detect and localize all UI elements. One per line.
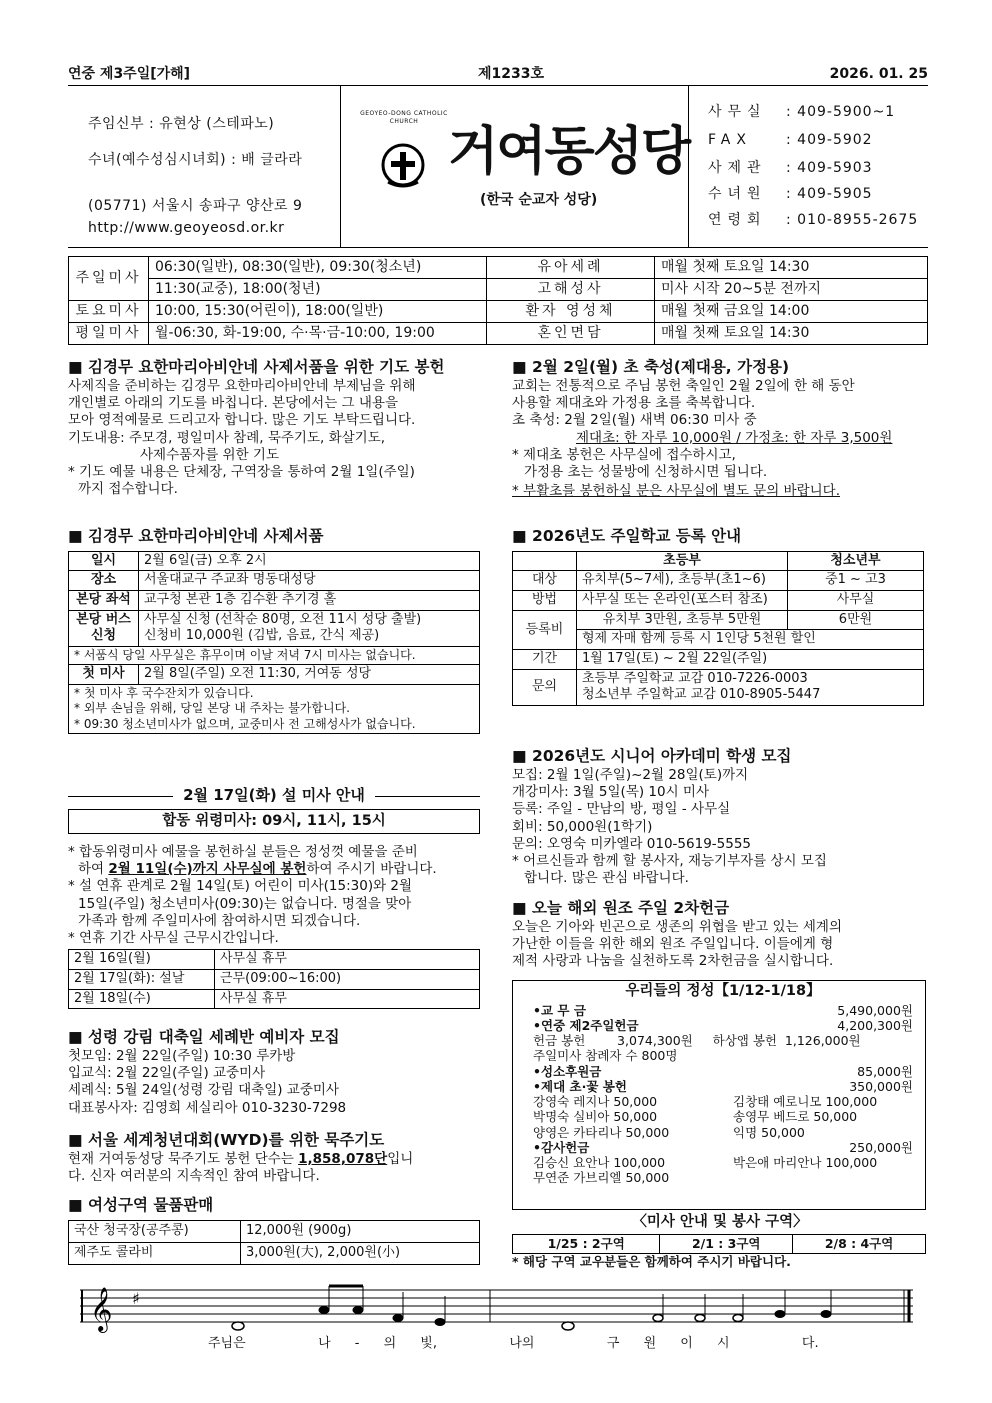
nun-name: 수녀(예수성심시녀회) : 배 글라라 (88, 152, 303, 168)
church-subtitle: (한국 순교자 성당) (480, 192, 598, 208)
section-title: 2월 17일(화) 설 미사 안내 (68, 786, 480, 805)
service-area-section: 〈미사 안내 및 봉사 구역〉 1/25 : 2구역 2/1 : 3구역 2/8 : 4구역 * 해당 구역 교우분들은 함께하여 주시기 바랍니다. (512, 1213, 928, 1270)
senior-academy-section: ■ 2026년도 시니어 아카데미 학생 모집 모집: 2월 1일(주일)~2월 28일(토)까지 개강미사: 3월 5일(목) 10시 미사 등록: 주일 - 만남의 방, 평일 - 사무실 회비: 50,000원(1학기) 문의: 오영숙 미카엘라 010-5619-5555 * 어르신들과 함께 할 봉사자, 재능기부자를 상시 모집 합니다. 많은 관심 바랍니다. (512, 747, 928, 888)
homepage-link[interactable]: http://www.geoyeosd.or.kr (88, 220, 285, 236)
offering-report: 우리들의 정성【1/12-1/18】 •교 무 금 5,490,000원 •연중 제2주일헌금 4,200,300원 헌금 봉헌 3,074,300원 하상앱 봉헌 1,126,000원 주일미사 참례자 수 800명 •성소후원금 85,000원 •제대 초·꽃 봉헌 350,000원 강영숙 레지나 50,000 김창태 예로니모 100,000 박명숙 실비아 50,000 송영무 베드로 50,000 양영은 카타리나 50,000 익명 50,000 •감사헌금 250,000원 김승신 요안나 100,000 박은애 마리안나 100,000 무연준 가브리엘 50,000 (512, 980, 926, 1210)
candle-section: ■ 2월 2일(월) 초 축성(제대용, 가정용) 교회는 전통적으로 주님 봉헌 축일인 2월 2일에 한 해 동안 사용할 제대초와 가정용 초를 축복합니다. 초 축성: 2월 2일(월) 새벽 06:30 미사 중 제대초: 한 자루 10,000원 / 가정초: 한 자루 3,500원 * 제대초 봉헌은 사무실에 접수하시고, 가정용 초는 성물방에 신청하시면 됩니다. * 부활초를 봉헌하실 분은 사무실에 별도 문의 바랍니다. (512, 358, 928, 501)
contact-fax: FAX : 409-5902 (708, 132, 873, 148)
contact-rectory: 사제관 : 409-5903 (708, 160, 873, 176)
logo-arc-text: GEOYEO-DONG CATHOLIC CHURCH (360, 110, 448, 125)
section-title: 〈미사 안내 및 봉사 구역〉 (632, 1214, 808, 1230)
mass-schedule-table: 주일미사 06:30(일반), 08:30(일반), 09:30(청소년) 유아세례 매월 첫째 토요일 14:30 11:30(교중), 18:00(청년) 고해성사 미사 시작 20~5분 전까지 토요미사 10:00, 15:30(어린이), 18:00(일반) 환자 영성체 매월 첫째 금요일 14:00 평일미사 월-06:30, 화-19:00, 수·목·금-10:00, 19:00 혼인면담 매월 첫째 토요일 14:30 (68, 256, 928, 345)
weekday-mass-label: 평일미사 (69, 323, 149, 345)
sunday-school-section (512, 527, 928, 706)
contact-convent: 수녀원 : 409-5905 (708, 186, 873, 202)
contact-funeral: 연령회 : 010-8955-2675 (708, 212, 919, 228)
treble-clef-icon: 𝄞 (90, 1287, 113, 1331)
prayer-section: ■ 김경무 요한마리아비안네 사제서품을 위한 기도 봉헌 사제직을 준비하는 김경무 요한마리아비안네 부제님을 위해 개인별로 아래의 기도를 바칩니다. 본당에서는 그 내용을 모아 영적예물로 드리고자 합니다. 많은 기도 부탁드립니다. 기도내용: 주모경, 평일미사 참례, 묵주기도, 화살기도, 사제수품자를 위한 기도 * 기도 예물 내용은 단체장, 구역장을 통하여 2월 1일(주일) 까지 접수합니다. (68, 358, 480, 499)
issue-number: 제1233호 (478, 66, 545, 82)
section-title: ■ 2026년도 주일학교 등록 안내 (512, 527, 742, 545)
address: (05771) 서울시 송파구 양산로 9 (88, 198, 303, 214)
music-score (68, 1284, 928, 1360)
overseas-aid-section: ■ 오늘 해외 원조 주일 2차헌금 오늘은 기아와 빈곤으로 생존의 위협을 받고 있는 세계의 가난한 이들을 위한 해외 원조 주일입니다. 이들에게 형 제적 사랑과 나눔을 실천하도록 2차헌금을 실시합니다. (512, 899, 928, 971)
section-title: ■ 여성구역 물품판매 (68, 1196, 214, 1214)
music-staff (68, 1284, 928, 1334)
offering-title: 우리들의 정성【1/12-1/18】 (625, 983, 821, 999)
church-logo-icon (358, 120, 448, 210)
baptism-section: ■ 성령 강림 대축일 세례반 예비자 모집 첫모임: 2월 22일(주일) 10:30 루카방 입교식: 2월 22일(주일) 교중미사 세례식: 5월 24일(성령 강림 대축일) 교중미사 대표봉사자: 김영희 세실리아 010-3230-7298 (68, 1028, 480, 1117)
service-table: 1/25 : 2구역 2/1 : 3구역 2/8 : 4구역 (512, 1234, 926, 1254)
sunday-mass-times: 06:30(일반), 08:30(일반), 09:30(청소년) (149, 257, 487, 279)
registration-table: 초등부 청소년부 대상 유치부(5~7세), 초등부(초1~6) 중1 ~ 고3 방법 사무실 또는 온라인(포스터 참조) 사무실 등록비 유치부 3만원, 초등부 5만원 6만원 형제 자매 함께 등록 시 1인당 5천원 할인 기간 1월 17일(토) ~ 2월 22일(주일) 문의 초등부 주일학교 교감 010-7226-0003 청소년부 주일학교 교감 010-8905-5447 (512, 551, 924, 706)
masthead (68, 86, 928, 248)
sale-table: 국산 청국장(공주콩) 12,000원 (900g) 제주도 콜라비 3,000원(大), 2,000원(小) (68, 1220, 480, 1265)
section-title: ■ 김경무 요한마리아비안네 사제서품 (68, 527, 324, 545)
church-name: 거여동성당 (448, 122, 690, 182)
women-sale-section (68, 1196, 480, 1265)
notes-icon (232, 1286, 831, 1330)
saturday-mass-label: 토요미사 (69, 301, 149, 323)
memorial-mass-times: 합동 위령미사: 09시, 11시, 15시 (68, 809, 480, 834)
lyrics: 주님은 나 - 의 빛, 나의 구 원 이 시 다. (208, 1336, 819, 1351)
section-title: ■ 2월 2일(월) 초 축성(제대용, 가정용) (512, 358, 790, 376)
section-title: ■ 김경무 요한마리아비안네 사제서품을 위한 기도 봉헌 (68, 358, 445, 376)
lunar-newyear-section: 2월 17일(화) 설 미사 안내 합동 위령미사: 09시, 11시, 15시 * 합동위령미사 예물을 봉헌하실 분들은 정성껏 예물을 준비 하여 2월 11일(수)까지 사무실에 봉헌하여 주시기 바랍니다. * 설 연휴 관계로 2월 14일(토) 어린이 미사(15:30)와 2월 15일(주일) 청소년미사(09:30)는 없습니다. 명절을 맞아 가족과 함께 주일미사에 참여하시면 되겠습니다. * 연휴 기간 사무실 근무시간입니다. 2월 16일(월) 사무실 휴무 2월 17일(화): 설날 근무(09:00~16:00) 2월 18일(수) 사무실 휴무 (68, 786, 480, 1009)
section-title: ■ 서울 세계청년대회(WYD)를 위한 묵주기도 (68, 1131, 385, 1149)
section-title: ■ 성령 강림 대축일 세례반 예비자 모집 (68, 1028, 340, 1046)
section-title: ■ 2026년도 시니어 아카데미 학생 모집 (512, 747, 792, 765)
office-hours-table: 2월 16일(월) 사무실 휴무 2월 17일(화): 설날 근무(09:00~16:00) 2월 18일(수) 사무실 휴무 (68, 949, 480, 1009)
divider (340, 86, 341, 247)
issue-date: 2026. 01. 25 (829, 66, 928, 82)
priest-name: 주임신부 : 유현상 (스테파노) (88, 116, 275, 132)
ordination-table: 일시 2월 6일(금) 오후 2시 장소 서울대교구 주교좌 명동대성당 본당 좌석 교구청 본관 1층 김수환 추기경 홀 본당 버스 신청 사무실 신청 (선착순 80명, 오전 11시 성당 출발) 신청비 10,000원 (김밥, 음료, 간식 제공) * 서품식 당일 사무실은 휴무이며 이날 저녁 7시 미사는 없습니다. 첫 미사 2월 8일(주일) 오전 11:30, 거여동 성당 * 첫 미사 후 국수잔치가 있습니다. * 외부 손님을 위해, 당일 본당 내 주차는 불가합니다. * 09:30 청소년미사가 없으며, 교중미사 전 고해성사가 없습니다. (68, 551, 480, 734)
issue-header (68, 66, 928, 86)
contact-office: 사무실 : 409-5900~1 (708, 104, 896, 120)
liturgical-season: 연중 제3주일[가해] (68, 66, 191, 82)
section-title: ■ 오늘 해외 원조 주일 2차헌금 (512, 899, 730, 917)
ordination-section (68, 527, 480, 734)
sharp-icon: ♯ (132, 1289, 140, 1308)
sunday-mass-label: 주일미사 (69, 257, 149, 301)
wyd-section: ■ 서울 세계청년대회(WYD)를 위한 묵주기도 현재 거여동성당 묵주기도 봉헌 단수는 1,858,078단입니 다. 신자 여러분의 지속적인 참여 바랍니다. (68, 1131, 480, 1185)
